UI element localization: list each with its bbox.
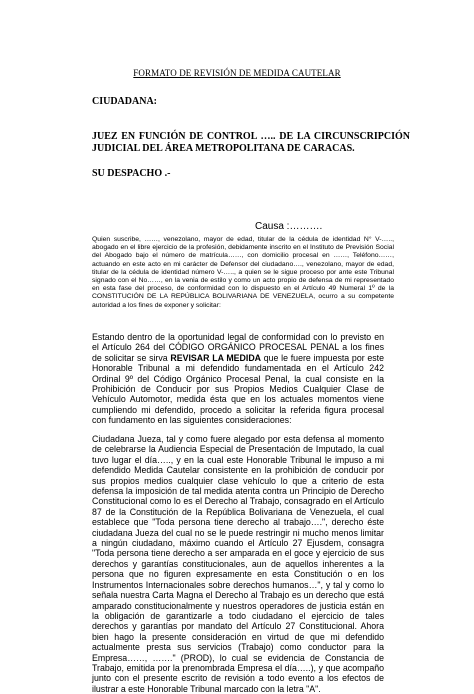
- intro-paragraph: Quien suscribe, ……, venezolano, mayor de edad, titular de la cédula de identidad N° V-….., abogado en el libre ejercicio de la profesión, debidamente inscrito en el Instituto de Previsión Social del Abogado bajo el número de matrícula……, con domicilio procesal en ……, Teléfono……, actuando en este acto en mi carácter de Defensor del ciudadano…., venezolano, mayor de edad, titular de la cédula de identidad número V-….., a quien se le sigue proceso por ante este Tribunal signado con el No……, en la venia de estilo y como un acto propio de defensa de mi representado en esta fase del proceso, de conformidad con lo dispuesto en el Artículo 49 Numeral 1º de la CONSTITUCIÓN DE LA REPÚBLICA BOLIVARIANA DE VENEZUELA, ocurro a su competente autoridad a los fines de exponer y solicitar:: [92, 236, 394, 309]
- ciudadana-label: CIUDADANA:: [92, 96, 157, 107]
- request-paragraph-start: Estando dentro de la oportunidad legal de conformidad con lo previsto en el Artículo 264 del CÓDIGO ORGÁNICO PROCESAL PENAL a los fines de solicitar se sirva: [92, 332, 384, 363]
- request-paragraph-bold: REVISAR LA MEDIDA: [170, 352, 262, 363]
- juez-heading: JUEZ EN FUNCIÓN DE CONTROL ….. DE LA CIRCUNSCRIPCIÓN JUDICIAL DEL ÁREA METROPOLITANA DE CARACAS.: [92, 131, 410, 154]
- document-title: FORMATO DE REVISIÓN DE MEDIDA CAUTELAR: [133, 68, 341, 78]
- causa-line: Causa :……….: [255, 221, 323, 232]
- request-paragraph-end: que le fuere impuesta por este Honorable Tribunal a mi defendido fundamentada en el Artículo 242 Ordinal 9º del Código Orgánico Procesal Penal, la cual consiste en la Prohibición de Conducir por sus Propios Medios Cualquier Clase de Vehículo Automotor, medida ésta que en los actuales momentos viene cumpliendo mi defendido, procedo a solicitar la referida figura procesal con fundamento en las siguientes consideraciones:: [92, 352, 384, 426]
- despacho-heading: SU DESPACHO .-: [92, 168, 171, 179]
- request-paragraph: [92, 332, 384, 426]
- argument-paragraph: Ciudadana Jueza, tal y como fuere alegado por esta defensa al momento de celebrarse la Audiencia Especial de Presentación de Imputado, la cual tuvo lugar el día….., y en la cual este Honorable Tribunal le impuso a mi defendido Medida Cautelar consistente en la prohibición de conducir por sus propios medios cualquier clase vehículo lo que a criterio de esta defensa la imposición de tal medida atenta contra un Principio de Derecho Constitucional como lo es el Derecho al Trabajo, consagrado en el Artículo 87 de la Constitución de la República Bolivariana de Venezuela, el cual establece que "Toda persona tiene derecho al trabajo….", derecho éste ciudadana Jueza del cual no se le puede restringir ni mucho menos limitar a ningún ciudadano, máximo cuando el Artículo 27 Ejusdem, consagra "Toda persona tiene derecho a ser amparada en el goce y ejercicio de sus derechos y garantías constitucionales, aun de aquellos inherentes a la persona que no figuren expresamente en esta Constitución o en los Instrumentos Internacionales sobre derechos humanos…", y tal y como lo señala nuestra Carta Magna el Derecho al Trabajo es un derecho que está amparado constitucionalmente y nuestros operadores de justicia están en la obligación de garantizarle a todo ciudadano el ejercicio de tales derechos y garantías por mandato del Artículo 27 Constitucional. Ahora bien hago la presente consideración en virtud de que mi defendido actualmente presta sus servicios (Trabajo) como conductor para la Empresa……, ……." (PROD), lo cual se evidencia de Constancia de Trabajo, emitida por la prenombrada Empresa el día…..), y que acompaño junto con el presente escrito de revisión a todo evento a los efectos de ilustrar a este Honorable Tribunal marcado con la letra "A".: [92, 434, 384, 694]
